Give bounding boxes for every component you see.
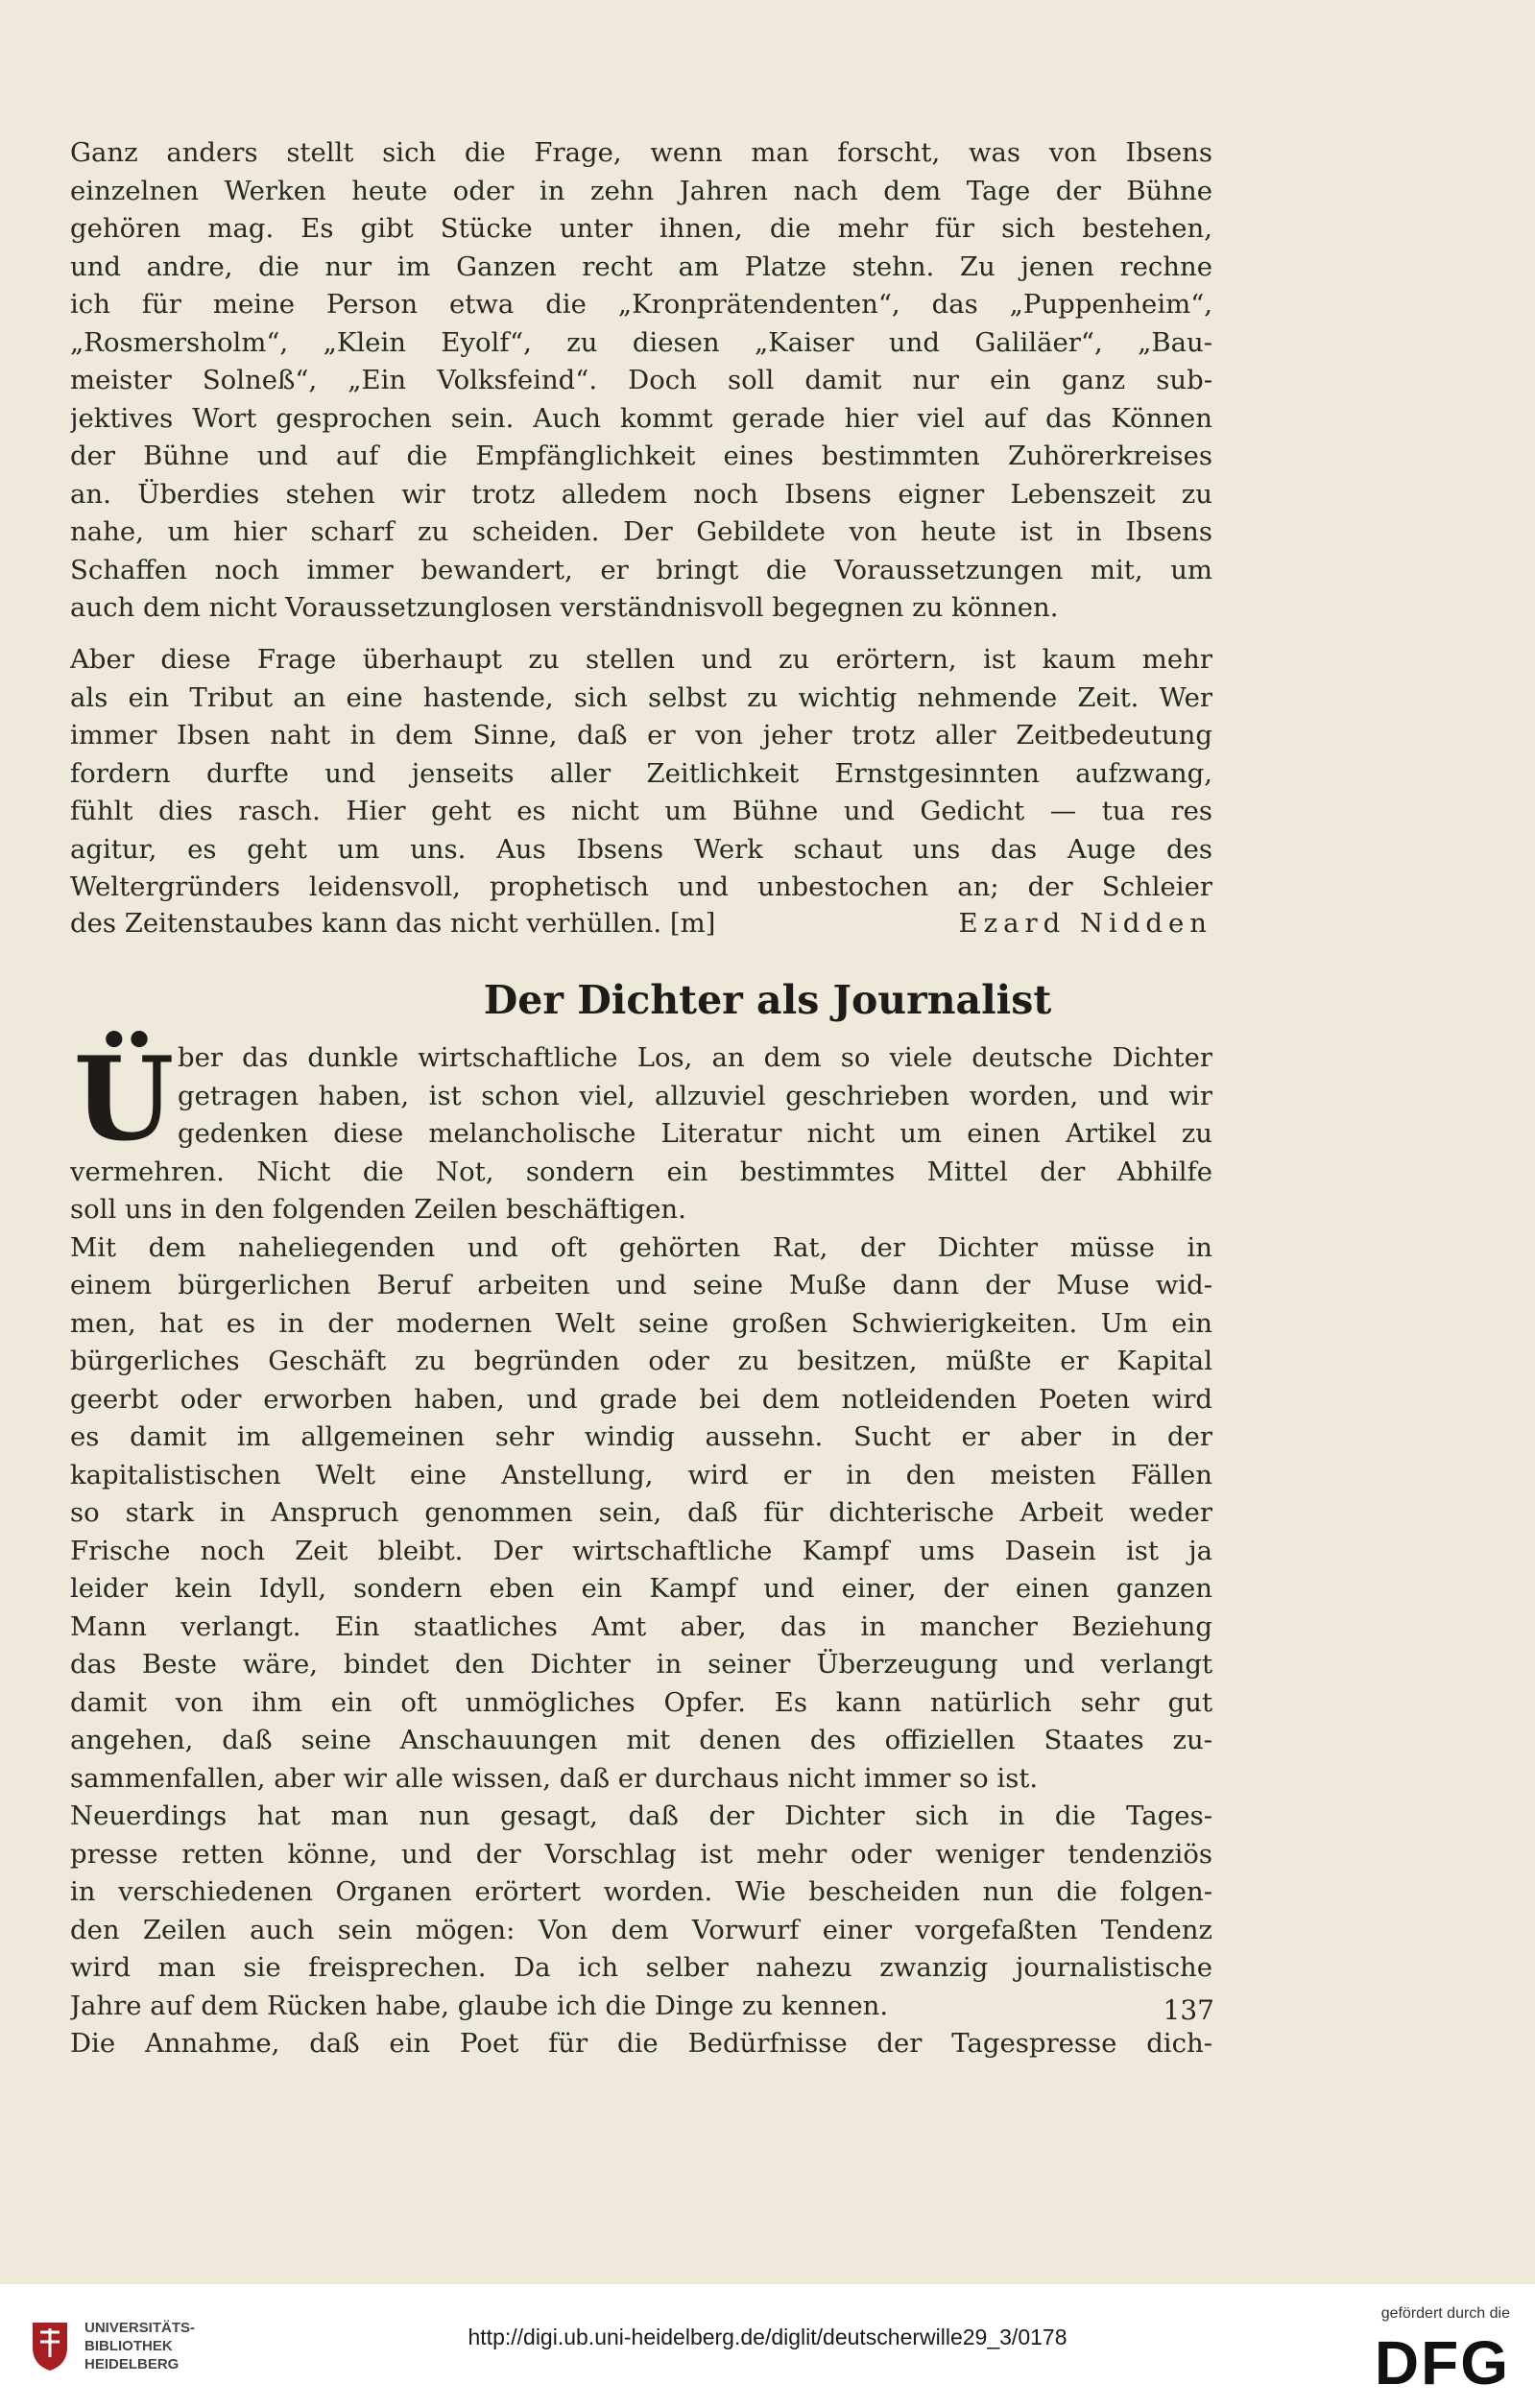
library-name-line2: BIBLIOTHEK [84, 2338, 173, 2354]
text-line: an. Überdies stehen wir trotz alledem noch Ibsens eigner Lebenszeit zu [70, 478, 1212, 510]
text-line: immer Ibsen naht in dem Sinne, daß er von jeher trotz aller Zeitbedeutung [70, 720, 1212, 751]
text-line: Mit dem naheliegenden und oft gehörten Rat, der Dichter müsse in [70, 1231, 1212, 1263]
text-line: Schaffen noch immer bewandert, er bringt die Voraussetzungen mit, um [70, 554, 1212, 585]
text-line: fordern durfte und jenseits aller Zeitlichkeit Ernstgesinnten aufzwang, [70, 757, 1212, 789]
text-line: kapitalistischen Welt eine Anstellung, wird er in den meisten Fällen [70, 1459, 1212, 1490]
text-line: ich für meine Person etwa die „Kronprätendenten“, das „Puppenheim“, [70, 289, 1212, 320]
text-line: wird man sie freisprechen. Da ich selber nahezu zwanzig journalistische [70, 1952, 1212, 1983]
text-line: so stark in Anspruch genommen sein, daß für dichterische Arbeit weder [70, 1497, 1212, 1528]
funding-text: gefördert durch die [1380, 2305, 1510, 2322]
text-line: men, hat es in der modernen Welt seine großen Schwierigkeiten. Um ein [70, 1307, 1212, 1339]
footer-bar [0, 2284, 1535, 2408]
text-line: „Rosmersholm“, „Klein Eyolf“, zu diesen „Kaiser und Galiläer“, „Bau- [70, 326, 1212, 358]
paragraph-ibsen-1 [70, 134, 1212, 628]
text-line: Weltergründers leidensvoll, prophetisch und unbestochen an; der Schleier [70, 871, 1212, 902]
article-heading: Der Dichter als Journalist [483, 977, 1052, 1023]
text-line: Jahre auf dem Rücken habe, glaube ich die Dinge zu kennen. [70, 1990, 889, 2021]
signature-line [70, 905, 1212, 943]
text-line: geerbt oder erworben haben, und grade bei dem notleidenden Poeten wird [70, 1383, 1212, 1415]
text-line: sammenfallen, aber wir alle wissen, daß er durchaus nicht immer so ist. [70, 1762, 1039, 1794]
text-line: damit von ihm ein oft unmögliches Opfer. Es kann natürlich sehr gut [70, 1686, 1212, 1718]
text-line: bürgerliches Geschäft zu begründen oder zu besitzen, müßte er Kapital [70, 1346, 1212, 1376]
article-rest-lines [70, 1154, 1212, 2063]
text-line: Mann verlangt. Ein staatliches Amt aber, das in mancher Beziehung [70, 1610, 1212, 1642]
text-line: das Beste wäre, bindet den Dichter in seiner Überzeugung und verlangt [70, 1649, 1212, 1680]
text-line: gehören mag. Es gibt Stücke unter ihnen, die mehr für sich bestehen, [70, 213, 1212, 244]
library-name-line1: UNIVERSITÄTS- [84, 2320, 196, 2336]
text-line: angehen, daß seine Anschauungen mit denen des offiziellen Staates zu- [70, 1725, 1212, 1755]
paragraph-ibsen-2 [70, 641, 1212, 907]
text-line: Frische noch Zeit bleibt. Der wirtschaftliche Kampf ums Dasein ist ja [70, 1535, 1212, 1566]
text-line: Ganz anders stellt sich die Frage, wenn man forscht, was von Ibsens [70, 137, 1212, 168]
article-first-lines [70, 1032, 1212, 1167]
article-body [70, 1032, 1212, 2063]
text-line: ber das dunkle wirtschaftliche Los, an dem so viele deutsche Dichter [178, 1042, 1212, 1073]
text-line: Aber diese Frage überhaupt zu stellen und zu erörtern, ist kaum mehr [70, 644, 1212, 675]
text-line: soll uns in den folgenden Zeilen beschäftigen. [70, 1194, 686, 1225]
library-name-line3: HEIDELBERG [84, 2356, 180, 2372]
text-line: nahe, um hier scharf zu scheiden. Der Gebildete von heute ist in Ibsens [70, 516, 1212, 547]
text-line: den Zeilen auch sein mögen: Von dem Vorwurf einer vorgefaßten Tendenz [70, 1914, 1212, 1945]
text-line: in verschiedenen Organen erörtert worden. Wie bescheiden nun die folgen- [70, 1876, 1212, 1907]
text-line: einzelnen Werken heute oder in zehn Jahren nach dem Tage der Bühne [70, 175, 1212, 206]
text-line: agitur, es geht um uns. Aus Ibsens Werk schaut uns das Auge des [70, 833, 1212, 865]
page-number: 137 [1163, 1994, 1214, 2026]
text-line: leider kein Idyll, sondern eben ein Kampf und einer, der einen ganzen [70, 1573, 1212, 1604]
source-url-link[interactable]: http://digi.ub.uni-heidelberg.de/diglit/deutscherwille29_3/0178 [468, 2325, 1067, 2349]
text-line: Die Annahme, daß ein Poet für die Bedürfnisse der Tagespresse dich- [70, 2028, 1212, 2059]
text-line: gedenken diese melancholische Literatur nicht um einen Artikel zu [178, 1118, 1212, 1149]
text-line: es damit im allgemeinen sehr windig aussehn. Sucht er aber in der [70, 1421, 1212, 1452]
text-line: Neuerdings hat man nun gesagt, daß der Dichter sich in die Tages- [70, 1800, 1212, 1831]
text-line: der Bühne und auf die Empfänglichkeit eines bestimmten Zuhörerkreises [70, 441, 1212, 471]
author-name: Ezard Nidden [958, 908, 1212, 939]
text-line: als ein Tribut an eine hastende, sich selbst zu wichtig nehmende Zeit. Wer [70, 681, 1212, 713]
closing-text: des Zeitenstaubes kann das nicht verhüllen. [m] [70, 908, 716, 939]
text-line: auch dem nicht Voraussetzunglosen verständnisvoll begegnen zu können. [70, 592, 1059, 623]
text-line: getragen haben, ist schon viel, allzuviel geschrieben worden, und wir [178, 1080, 1212, 1111]
text-line: vermehren. Nicht die Not, sondern ein bestimmtes Mittel der Abhilfe [70, 1156, 1212, 1187]
drop-cap: Ü [73, 1032, 175, 1167]
text-line: presse retten könne, und der Vorschlag ist mehr oder weniger tendenziös [70, 1838, 1212, 1870]
dfg-logo: DFG [1374, 2328, 1510, 2397]
text-line: meister Solneß“, „Ein Volksfeind“. Doch soll damit nur ein ganz sub- [70, 365, 1212, 395]
text-line: jektives Wort gesprochen sein. Auch kommt gerade hier viel auf das Können [70, 402, 1212, 434]
text-line: einem bürgerlichen Beruf arbeiten und seine Muße dann der Muse wid- [70, 1270, 1212, 1300]
text-line: fühlt dies rasch. Hier geht es nicht um Bühne und Gedicht — tua res [70, 796, 1212, 826]
text-line: und andre, die nur im Ganzen recht am Platze stehn. Zu jenen rechne [70, 250, 1212, 282]
